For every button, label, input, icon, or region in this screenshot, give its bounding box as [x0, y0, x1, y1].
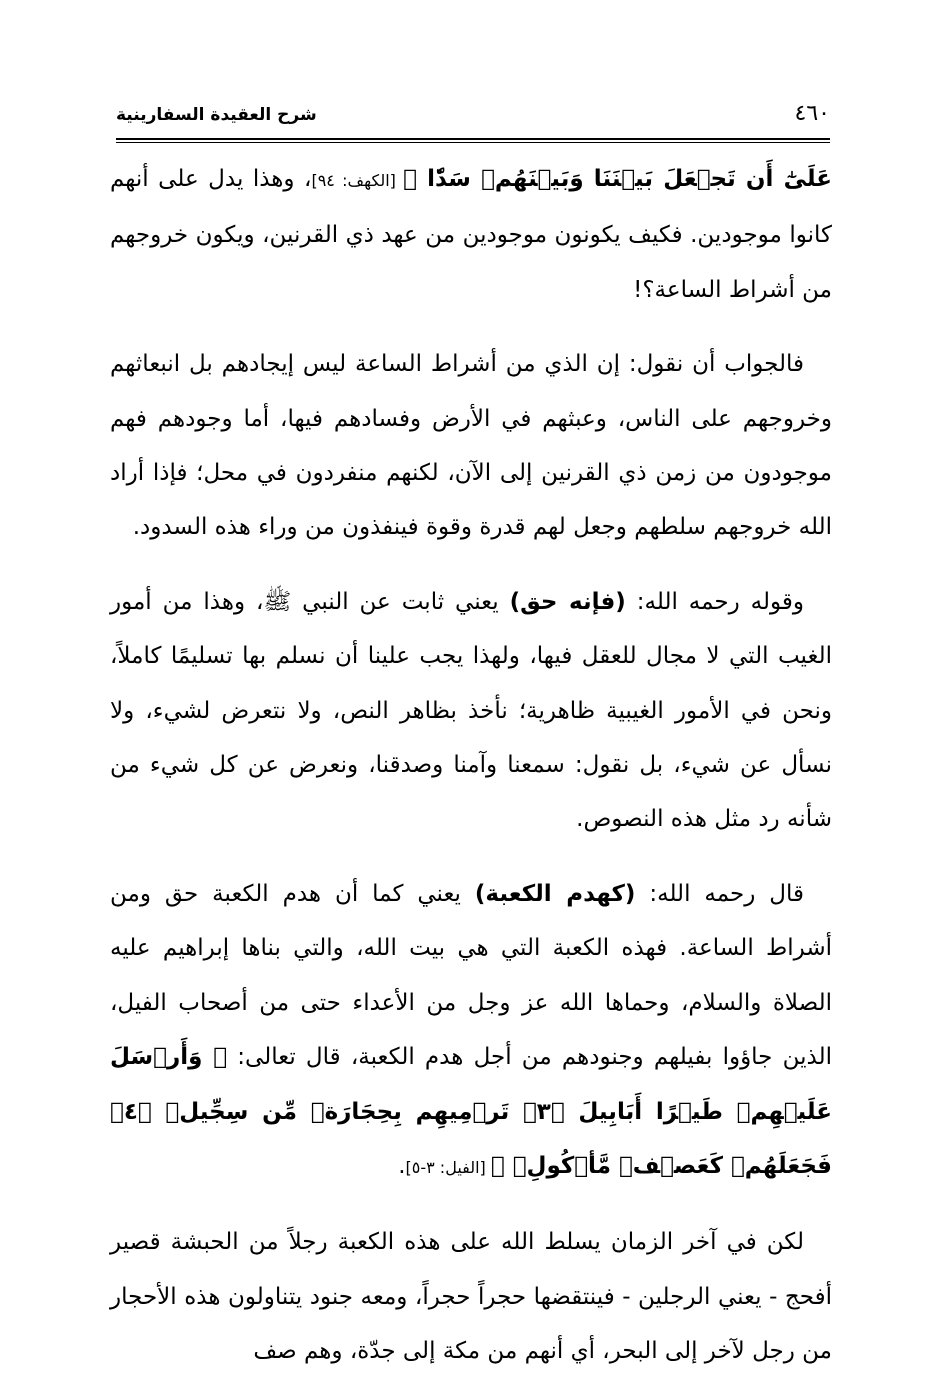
quran-verse: عَلَىٰٓ أَن تَجۡعَلَ بَيۡنَنَا وَبَيۡنَهُمۡ سَدّٗا ﴾: [403, 166, 832, 192]
header-rule-thick: [116, 138, 830, 140]
quoted-matn: (فإنه حق): [509, 588, 626, 615]
paragraph-4: [110, 867, 832, 1195]
running-title: شرح العقيدة السفارينية: [116, 105, 317, 125]
quran-verse: ﴿ وَأَرۡسَلَ عَلَيۡهِمۡ طَيۡرًا أَبَابِيلَ ﴿٣﴾ تَرۡمِيهِم بِحِجَارَةٖ مِّن سِجِّيلٖ ﴿٤﴾ فَجَعَلَهُمۡ كَعَصۡفٖ مَّأۡكُولِۭ ﴾: [110, 1044, 832, 1179]
header-rule-thin: [116, 142, 830, 143]
page-number: ٤٦٠: [794, 101, 830, 126]
quoted-matn: (كهدم الكعبة): [474, 880, 636, 907]
paragraph-text: .: [398, 1152, 406, 1179]
page-header: [116, 97, 830, 133]
paragraph-3: [110, 575, 832, 847]
paragraph-1: [110, 152, 832, 317]
paragraph-text: ، وهذا يدل على أنهم كانوا موجودين. فكيف يكونون موجودين من عهد ذي القرنين، ويكون خروجهم من أشراط الساعة؟!: [110, 166, 832, 303]
verse-reference: [الكهف: ٩٤]: [311, 171, 404, 190]
paragraph-text: قال رحمه الله:: [635, 880, 804, 907]
paragraph-text: يعني كما أن هدم الكعبة حق ومن أشراط الساعة. فهذه الكعبة التي هي بيت الله، والتي بناها إبراهيم عليه الصلاة والسلام، وحماها الله عز وجل من الأعداء حتى من أصحاب الفيل، الذين جاؤوا بفيلهم وجنودهم من أجل هدم الكعبة، قال تعالى:: [110, 880, 832, 1071]
paragraph-text: فالجواب أن نقول: إن الذي من أشراط الساعة ليس إيجادهم بل انبعاثهم وخروجهم على الناس، وعبثهم في الأرض وفسادهم فيها، أما وجودهم فهم موجودون من زمن ذي القرنين إلى الآن، لكنهم منفردون في محل؛ فإذا أراد الله خروجهم سلطهم وجعل لهم قدرة وقوة فينفذون من وراء هذه السدود.: [110, 351, 832, 541]
paragraph-text: يعني ثابت عن النبي ﷺ، وهذا من أمور الغيب التي لا مجال للعقل فيها، ولهذا يجب علينا أن نسلم بها تسليمًا كاملاً، ونحن في الأمور الغيبية ظاهرية؛ نأخذ بظاهر النص، ولا نتعرض لشيء، ولا نسأل عن شيء، بل نقول: سمعنا وآمنا وصدقنا، ونعرض عن كل شيء من شأنه رد مثل هذه النصوص.: [110, 588, 832, 833]
verse-reference: [الفيل: ٣-٥]: [405, 1157, 491, 1177]
paragraph-5: [110, 1215, 832, 1378]
page-body: [110, 152, 832, 1399]
paragraph-text: لكن في آخر الزمان يسلط الله على هذه الكعبة رجلاً من الحبشة قصير أفحج - يعني الرجلين - فينتقضها حجراً حجراً، ومعه جنود يتناولون هذه الأحجار من رجل لآخر إلى البحر، أي أنهم من مكة إلى جدّة، وهم صف: [110, 1229, 832, 1365]
paragraph-text: وقوله رحمه الله:: [625, 588, 804, 615]
paragraph-2: [110, 337, 832, 555]
